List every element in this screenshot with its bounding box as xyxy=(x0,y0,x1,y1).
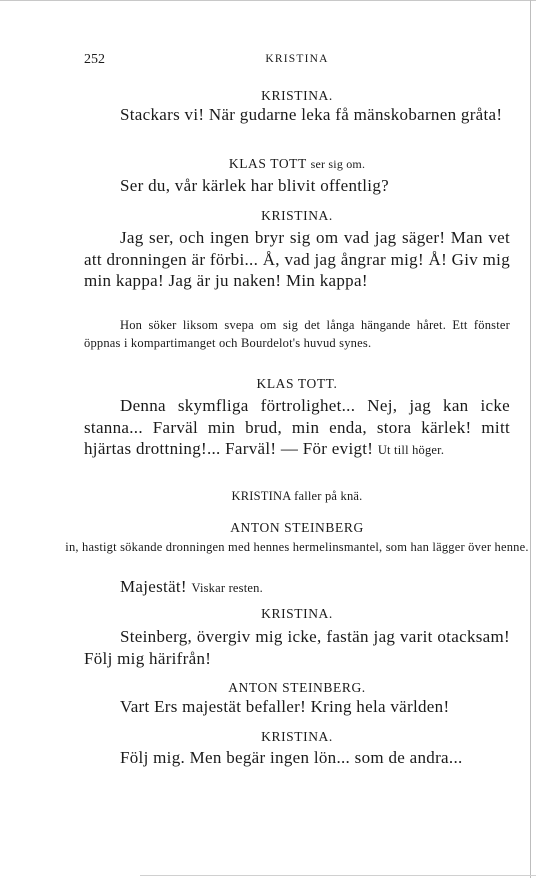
page-edge-rule xyxy=(530,0,531,878)
dialogue-line: Majestät! Viskar resten. xyxy=(120,577,263,596)
page-number: 252 xyxy=(84,52,105,67)
speaker-heading: ANTON STEINBERG. xyxy=(228,680,366,695)
dialogue-line: Denna skymfliga förtrolighet... Nej, jag kan icke stanna... Farväl min brud, min enda, stora kärlek! mitt hjärtas drottning!... Farväl! — För evigt! Ut till höger. xyxy=(84,396,510,458)
dialogue-line: Stackars vi! När gudarne leka få mänskobarnen gråta! xyxy=(120,105,503,124)
speaker-heading: KRISTINA. xyxy=(261,208,333,223)
dialogue-line: Följ mig. Men begär ingen lön... som de andra... xyxy=(120,748,463,767)
stage-direction: Viskar resten. xyxy=(191,581,263,595)
stage-direction: Ut till höger. xyxy=(377,443,445,457)
bottom-scan-rule xyxy=(140,875,536,876)
speaker-heading: KRISTINA. xyxy=(261,88,333,103)
dialogue-line: Jag ser, och ingen bryr sig om vad jag säger! Man vet att dronningen är förbi... Å, vad jag ångrar mig! Å! Giv mig min kappa! Jag är ju naken! Min kappa! xyxy=(84,228,510,290)
page-header xyxy=(84,52,510,70)
running-head: KRISTINA xyxy=(265,53,329,65)
speaker-heading: ANTON STEINBERG xyxy=(230,520,364,535)
speaker-heading: KLAS TOTT ser sig om. xyxy=(228,156,366,171)
dialogue-line: Ser du, vår kärlek har blivit offentlig? xyxy=(120,176,389,195)
stage-direction: KRISTINA faller på knä. xyxy=(231,489,363,503)
top-scan-rule xyxy=(0,0,536,1)
speaker-heading: KRISTINA. xyxy=(261,606,333,621)
speaker-heading: KRISTINA. xyxy=(261,729,333,744)
dialogue-line: Steinberg, övergiv mig icke, fastän jag varit otacksam! Följ mig härifrån! xyxy=(84,627,510,668)
stage-direction: ser sig om. xyxy=(310,157,366,171)
speaker-heading: KLAS TOTT. xyxy=(256,376,338,391)
dialogue-line: Vart Ers majestät befaller! Kring hela världen! xyxy=(120,697,450,716)
stage-direction: Hon söker liksom svepa om sig det långa hängande håret. Ett fönster öppnas i kompartimanget och Bourdelot's huvud synes. xyxy=(84,318,510,350)
stage-direction: in, hastigt sökande dronningen med hennes hermelinsmantel, som han lägger över henne. xyxy=(65,540,529,554)
